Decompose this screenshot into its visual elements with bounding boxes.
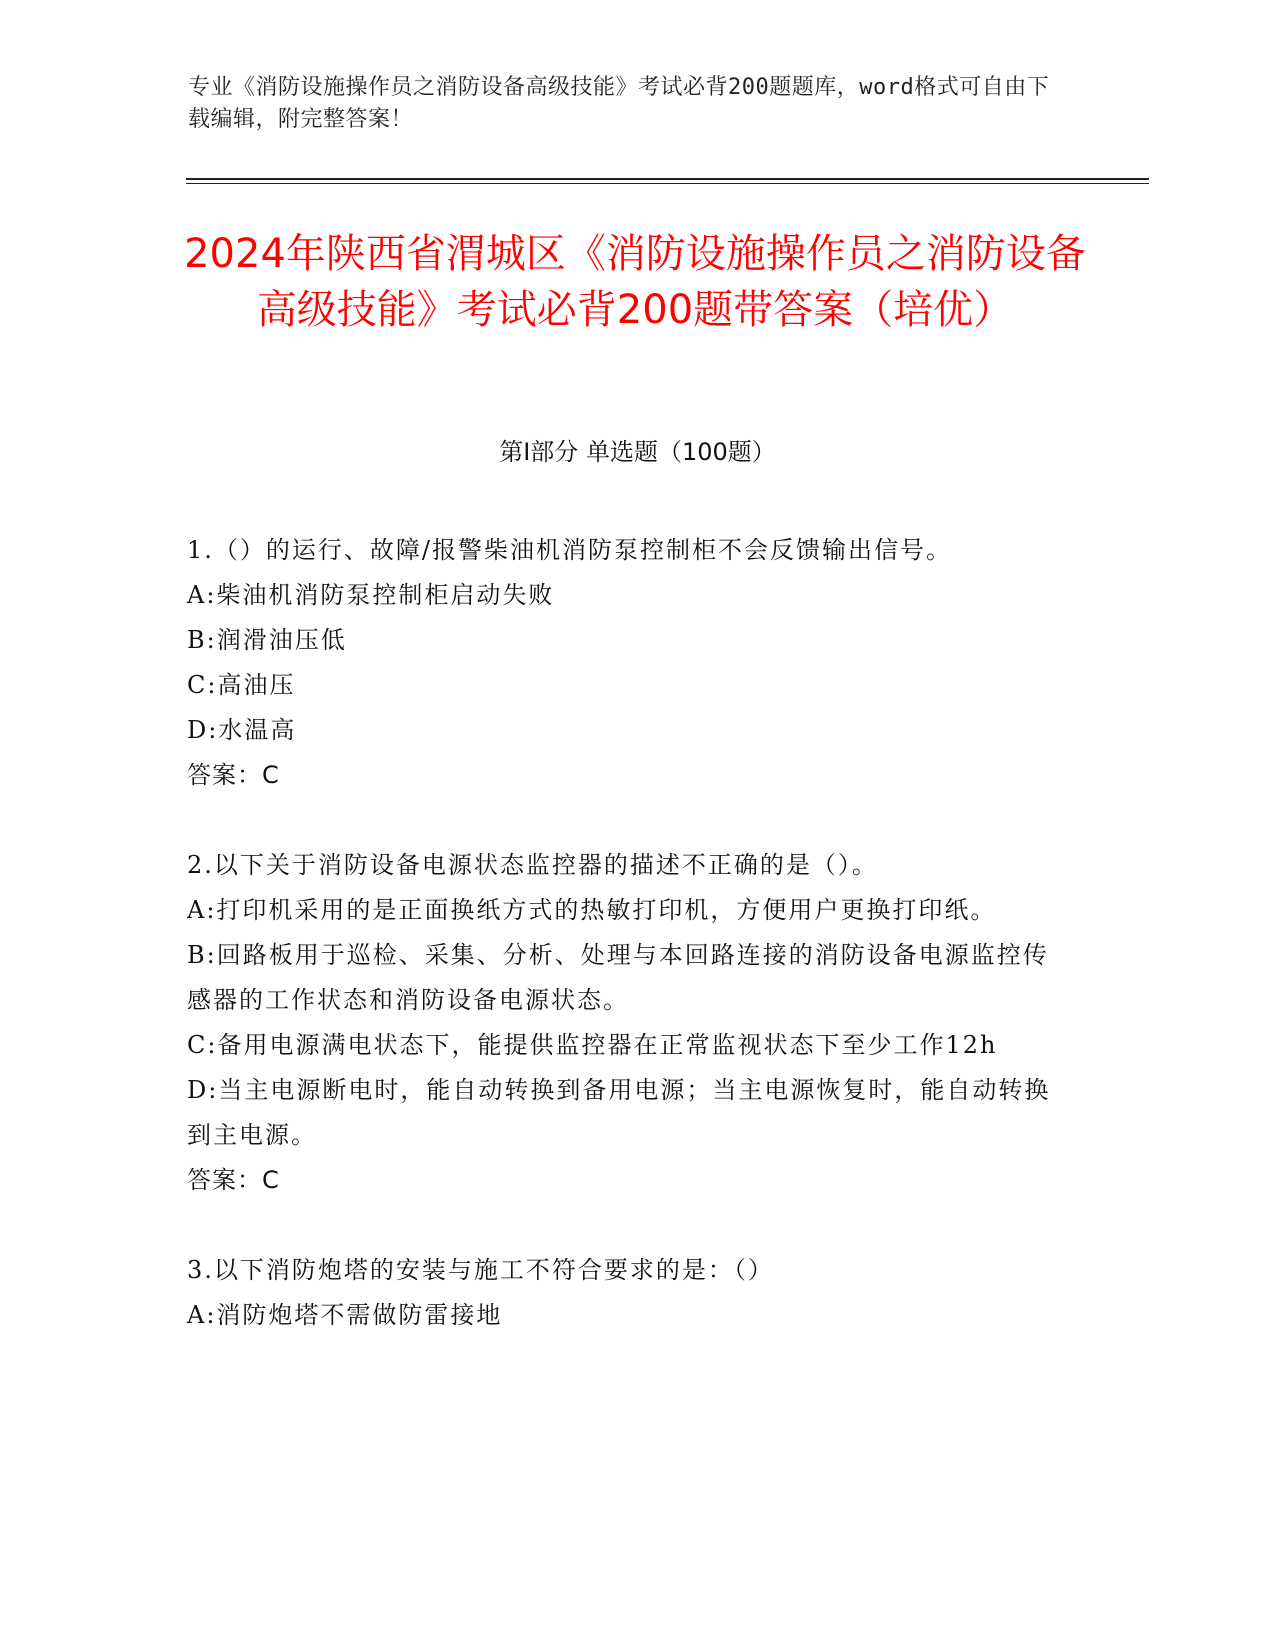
section-heading: 第I部分 单选题（100题） bbox=[499, 438, 776, 466]
question-stem: 3.以下消防炮塔的安装与施工不符合要求的是：（） bbox=[187, 1256, 774, 1284]
option-d: D:水温高 bbox=[187, 716, 297, 744]
document-title: 2024年陕西省渭城区《消防设施操作员之消防设备高级技能》考试必背200题带答案（培优） bbox=[184, 231, 1086, 333]
option-a: A:柴油机消防泵控制柜启动失败 bbox=[187, 581, 555, 609]
answer-line: 答案：C bbox=[187, 761, 280, 789]
question-stem: 2.以下关于消防设备电源状态监控器的描述不正确的是（）。 bbox=[187, 851, 878, 879]
option-b: B:回路板用于巡检、采集、分析、处理与本回路连接的消防设备电源监控传感器的工作状态和消防设备电源状态。 bbox=[187, 941, 1049, 1014]
header-divider-thick bbox=[186, 178, 1149, 180]
question-1 bbox=[187, 528, 1067, 798]
option-b: B:润滑油压低 bbox=[187, 626, 347, 654]
option-c: C:高油压 bbox=[187, 671, 296, 699]
option-c: C:备用电源满电状态下，能提供监控器在正常监视状态下至少工作12h bbox=[187, 1031, 998, 1059]
question-2 bbox=[187, 843, 1067, 1203]
question-stem: 1.（）的运行、故障/报警柴油机消防泵控制柜不会反馈输出信号。 bbox=[187, 536, 952, 564]
option-a: A:打印机采用的是正面换纸方式的热敏打印机，方便用户更换打印纸。 bbox=[187, 896, 997, 924]
option-a: A:消防炮塔不需做防雷接地 bbox=[187, 1301, 503, 1329]
option-d: D:当主电源断电时，能自动转换到备用电源；当主电源恢复时，能自动转换到主电源。 bbox=[187, 1076, 1051, 1149]
header-divider-thin bbox=[186, 183, 1149, 184]
answer-line: 答案：C bbox=[187, 1166, 280, 1194]
question-3 bbox=[187, 1248, 1067, 1338]
question-list bbox=[187, 528, 1067, 1383]
intro-text: 专业《消防设施操作员之消防设备高级技能》考试必背200题题库，word格式可自由下载编辑，附完整答案！ bbox=[188, 75, 1050, 132]
